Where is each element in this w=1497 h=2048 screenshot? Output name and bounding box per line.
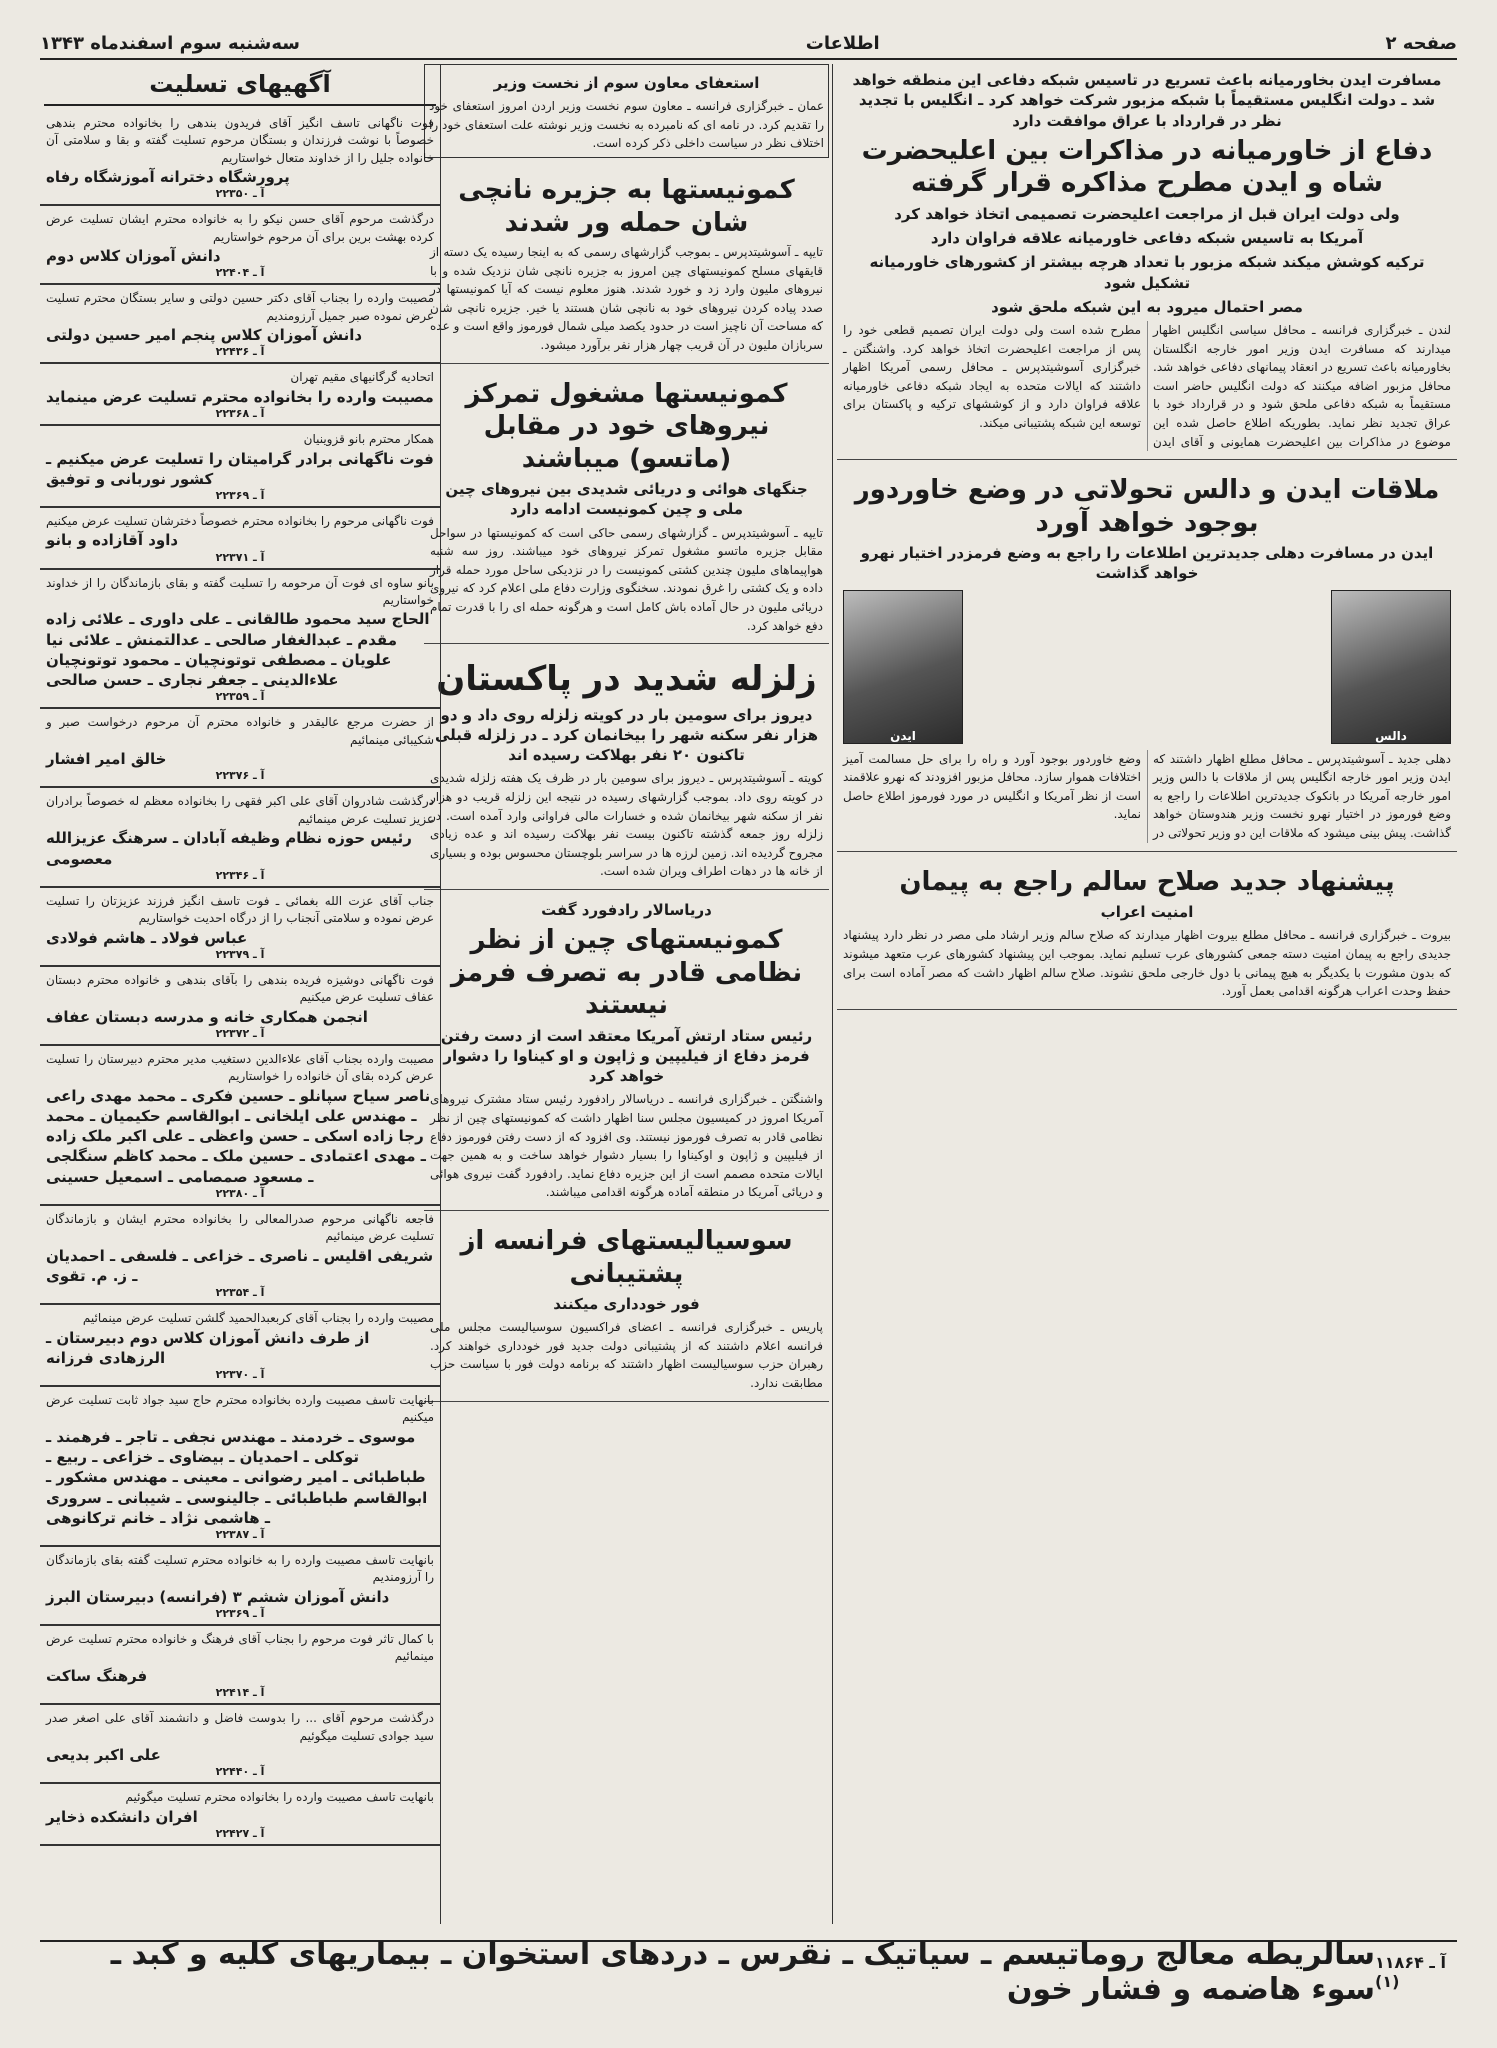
notice-code: آ ـ ۲۲۳۵۴ bbox=[215, 1286, 265, 1300]
notice-code: آ ـ ۲۲۳۶۹ bbox=[215, 1607, 265, 1621]
notice-signature: موسوی ـ خردمند ـ مهندس نجفی ـ تاجر ـ فرهمند ـ توکلی ـ احمدیان ـ بیضاوی ـ خزاعی ـ ربیع ـ طباطبائی ـ امیر رضوانی ـ معینی ـ مهندس مشکور ـ ابوالقاسم طباطبائی ـ جالینوسی ـ شیبانی ـ سروری ـ هاشمی نژاد ـ خانم ترکانوهی bbox=[46, 1427, 428, 1527]
socialists-article bbox=[424, 1215, 829, 1402]
notice-text: درگذشت مرحوم آقای حسن نیکو را به خانواده محترم ایشان تسلیت عرض کرده بهشت برین برای آن مرحوم خواستاریم bbox=[46, 212, 434, 244]
notice-signature: انجمن همکاری خانه و مدرسه دبستان عفاف bbox=[46, 1007, 368, 1026]
condolence-notice bbox=[40, 1046, 440, 1206]
notice-signature: دانش آموزان ششم ۳ (فرانسه) دبیرستان البرز bbox=[46, 1587, 390, 1606]
formosa-body: واشنگتن ـ خبرگزاری فرانسه ـ دریاسالار رادفورد رئیس ستاد مشترک نیروهای آمریکا امروز در کمیسیون مجلس سنا اظهار داشت که کمونیستهای چین از نظر نظامی قادر به تصرف فورموز نیستند. وی افزود که از دست رفتن فورموز دفاع از فیلیپین و ژاپون و اوکیناوا را بسیار دشوار خواهد ساخت و به همین جهت ایالات متحده مصمم است از این جزیره دفاع نماید. رادفورد گفت نیروی هوائی و دریائی آمریکا در منطقه آماده هرگونه اقدامی میباشند. bbox=[430, 1092, 823, 1200]
pact-article bbox=[837, 856, 1457, 1010]
notice-text: درگذشت مرحوم آقای ... را بدوست فاضل و دانشمند آقای علی اصغر صدر سید جوادی تسلیت میگوئیم bbox=[46, 1711, 434, 1743]
condolence-notice bbox=[40, 888, 440, 967]
eden-headline: ملاقات ایدن و دالس تحولاتی در وضع خاوردور بوجود خواهد آورد bbox=[854, 475, 1440, 538]
columns bbox=[40, 64, 1457, 1924]
formosa-sub: رئیس ستاد ارتش آمریکا معتقد است از دست رفتن فرمز دفاع از فیلیپین و ژاپون و او کیناوا را دشوار خواهد کرد bbox=[440, 1026, 813, 1086]
nanchishan-headline: کمونیستها به جزیره نانچی شان حمله ور شدند bbox=[458, 175, 795, 238]
notice-text: جناب آقای عزت الله بغمائی ـ فوت تاسف انگیز فرزند عزیزتان را تسلیت عرض نموده و سلامتی آنجناب را از درگاه احدیت خواستاریم bbox=[46, 893, 434, 926]
notice-signature: شریفی اقلیس ـ ناصری ـ خزاعی ـ فلسفی ـ احمدیان ـ ز. م. تقوی bbox=[46, 1246, 434, 1285]
condolence-notice bbox=[40, 1705, 440, 1784]
notice-signature: فرهنگ ساکت bbox=[46, 1666, 148, 1685]
condolence-notice bbox=[40, 206, 440, 285]
quake-article bbox=[424, 648, 829, 890]
condolence-list bbox=[40, 110, 440, 1846]
pact-body: بیروت ـ خبرگزاری فرانسه ـ محافل مطلع بیروت اظهار میدارند که صلاح سالم وزیر ارشاد ملی مصر در نظر دارد پیشنهاد جدیدی راجع به پیمان امنیت دسته جمعی کشورهای عرب تسلیم نماید. بموجب این پیشنهاد کشورهای عرب متعهد میشوند که بدون مشورت با یکدیگر به هیچ پیمانی با دول خارجی ملحق نشوند. صلاح سالم اظهار داشت که مصر آماده است برای حفظ وحدت اعراب هرگونه اقدامی بعمل آورد. bbox=[843, 928, 1451, 999]
notice-text: بانو ساوه ای فوت آن مرحومه را تسلیت گفته و بقای بازماندگان را از خداوند خواستاریم bbox=[46, 575, 434, 608]
notice-code: آ ـ ۲۲۴۴۰ bbox=[215, 1765, 265, 1779]
lead-headline: دفاع از خاورمیانه در مذاکرات بین اعلیحضرت شاه و ایدن مطرح مذاکره قرار گرفته bbox=[861, 135, 1433, 199]
notice-signature: از طرف دانش آموزان کلاس دوم دبیرستان ـ الرزهادی فرزانه bbox=[46, 1328, 370, 1367]
pact-sub: امنیت اعراب bbox=[1100, 903, 1194, 922]
notice-text: اتحادیه گرگانیهای مقیم تهران bbox=[290, 370, 434, 385]
notice-text: فوت ناگهانی مرحوم را بخانواده محترم خصوصاً دخترشان تسلیت عرض میکنیم bbox=[46, 514, 434, 529]
masthead-bar bbox=[40, 28, 1457, 60]
notice-code: آ ـ ۲۲۴۱۴ bbox=[215, 1686, 265, 1700]
condolence-notice bbox=[40, 967, 440, 1046]
formosa-headline: کمونیستهای چین از نظر نظامی قادر به تصرف فرمز نیستند bbox=[450, 925, 803, 1021]
eden-photos bbox=[843, 590, 1451, 744]
matsu-body: تایپه ـ آسوشیتدپرس ـ گزارشهای رسمی حاکی است که کمونیستها در سواحل مقابل جزیره ماتسو مشغول تمرکز نیروهای خود میباشند. روز سه شنبه هواپیماهای ملیون چندین کشتی کمونیست را در نزدیکی ساحل مورد حمله قرار داده و یک کشتی را غرق نمودند. سخنگوی وزارت دفاع ملی اعلام کرد که نیروی دریائی ملیون در حال آماده باش کامل است و هرگونه حمله ای را با قدرت تمام دفع خواهد کرد. bbox=[430, 525, 823, 633]
notice-text: مصیبت وارده را بجناب آقای دکتر حسین دولتی و سایر بستگان محترم تسلیت عرض نموده صبر جمیل آرزومندیم bbox=[46, 291, 434, 323]
formosa-kicker: دریاسالار رادفورد گفت bbox=[541, 900, 712, 919]
condolence-column bbox=[40, 64, 441, 1924]
notice-signature: دانش آموزان کلاس پنجم امیر حسین دولتی bbox=[46, 326, 363, 345]
condolence-notice bbox=[40, 1784, 440, 1846]
ad-reference: آ ـ ۱۱۸۶۴ (۱) bbox=[1375, 1953, 1446, 1991]
socialists-headline: سوسیالیستهای فرانسه از پشتیبانی bbox=[460, 1226, 793, 1289]
lead-sub-2: آمریکا به تاسیس شبکه دفاعی خاورمیانه علاقه فراوان دارد bbox=[930, 229, 1364, 247]
right-column bbox=[837, 64, 1457, 1924]
quake-sub: دیروز برای سومین بار در کویته زلزله روی داد و دو هزار نفر سکنه شهر را بیخانمان کرد ـ در زلزله قبلی تاکنون ۲۰ نفر بهلاکت رسیده اند bbox=[434, 705, 819, 765]
notice-code: آ ـ ۲۲۳۷۹ bbox=[215, 947, 265, 961]
condolence-notice bbox=[40, 1547, 440, 1626]
condolence-notice bbox=[40, 364, 440, 426]
lead-body: لندن ـ خبرگزاری فرانسه ـ محافل سیاسی انگلیس اظهار میدارند که مسافرت ایدن وزیر امور خارجه انگلستان بخاورمیانه باعث تسریع در انعقاد پیمانهای دفاعی خواهد شد. محافل مزبور اضافه میکنند که دولت انگلیس حاضر است مستقیماً به شبکه دفاعی ملحق شود و در قرارداد خود با عراق تجدید نظر نماید. بطوریکه اطلاع حاصل شده این موضوع در مذاکرات بین اعلیحضرت همایونی و آقای ایدن مطرح شده است ولی دولت ایران تصمیم قطعی خود را پس از مراجعت اعلیحضرت اتخاذ خواهد کرد. واشنگتن ـ خبرگزاری آسوشیتدپرس ـ محافل رسمی آمریکا اظهار داشتند که ایالات متحده به ایجاد شبکه دفاعی خاورمیانه علاقه فراوان دارد و از کوششهای ترکیه و پاکستان برای توسعه این شبکه پشتیبانی میکند. bbox=[843, 323, 1451, 449]
socialists-body: پاریس ـ خبرگزاری فرانسه ـ اعضای فراکسیون سوسیالیست مجلس ملی فرانسه اعلام داشتند که از پشتیبانی دولت جدید فور خودداری خواهند کرد. رهبران حزب سوسیالیست اظهار داشتند که برنامه دولت فور با سیاست حزب مطابقت ندارد. bbox=[430, 1320, 823, 1391]
condolence-notice bbox=[40, 426, 440, 508]
notice-signature: مصیبت وارده را بخانواده محترم تسلیت عرض مینماید bbox=[46, 387, 434, 406]
notice-code: آ ـ ۲۲۴۰۴ bbox=[215, 266, 265, 280]
portrait-photo-right: دالس bbox=[1331, 590, 1451, 744]
quake-body: کویته ـ آسوشیتدپرس ـ دیروز برای سومین بار در ظرف یک هفته زلزله شدیدی در کویته روی داد. بموجب گزارشهای رسیده در نتیجه این زلزله قریب دو هزار نفر از سکنه شهر بیخانمان شده و خسارات مالی فراوانی وارد آمده است. در زلزله روز جمعه گذشته تاکنون بیست نفر بهلاکت رسیده اند و عده زیادی مجروح گردیده اند. زمین لرزه ها در سراسر بلوچستان محسوس بوده و بسیاری از خانه ها در دهات اطراف ویران شده است. bbox=[430, 771, 823, 879]
condolence-notice bbox=[40, 1305, 440, 1387]
notice-signature: داود آقازاده و بانو bbox=[46, 531, 179, 550]
notice-signature: رئیس حوزه نظام وظیفه آبادان ـ سرهنگ عزیزالله معصومی bbox=[46, 829, 412, 868]
notice-code: آ ـ ۲۲۴۲۷ bbox=[215, 1826, 265, 1840]
notice-text: از حضرت مرجع عالیقدر و خانواده محترم آن مرحوم درخواست صبر و شکیبائی مینمائیم bbox=[46, 715, 434, 747]
notice-signature: علی اکبر بدیعی bbox=[46, 1745, 161, 1764]
notice-signature: الحاج سید محمود طالقانی ـ علی داوری ـ علائی زاده مقدم ـ عبدالغفار صالحی ـ عدالتمنش ـ علائی نیا علویان ـ مصطفی توتونچیان ـ محمود توتونچیان علاءالدینی ـ جعفر نجاری ـ حسن صالحی bbox=[46, 610, 430, 690]
issue-date: سه‌شنبه سوم اسفندماه ۱۳۴۳ bbox=[40, 32, 300, 54]
condolence-notice bbox=[40, 110, 440, 206]
notice-signature: پرورشگاه دخترانه آموزشگاه رفاه bbox=[46, 168, 290, 187]
quake-headline: زلزله شدید در پاکستان bbox=[436, 659, 817, 700]
notice-code: آ ـ ۲۲۴۳۶ bbox=[215, 345, 265, 359]
notice-code: آ ـ ۲۲۳۷۱ bbox=[215, 550, 265, 564]
notice-text: مصیبت وارده بجناب آقای علاءالدین دستغیب مدیر محترم دبیرستان را تسلیت عرض کرده بقای آن خانواده را خواستاریم bbox=[46, 1051, 434, 1084]
lead-article bbox=[837, 64, 1457, 460]
notice-code: آ ـ ۲۲۳۷۲ bbox=[215, 1026, 265, 1040]
notice-text: همکار محترم بانو قزوینیان bbox=[303, 432, 434, 447]
condolence-notice bbox=[40, 788, 440, 887]
notice-signature: خالق امیر افشار bbox=[46, 750, 167, 769]
resignation-title: استعفای معاون سوم از نخست وزیر bbox=[493, 74, 760, 92]
lead-kicker: مسافرت ایدن بخاورمیانه باعث تسریع در تاسیس شبکه دفاعی این منطقه خواهد شد ـ دولت انگلیس مستقیماً با شبکه مزبور شرکت خواهد کرد ـ انگلیس با تجدید نظر در قرارداد با عراق موافقت دارد bbox=[852, 71, 1442, 130]
notice-text: فوت ناگهانی تاسف انگیز آقای فریدون بندهی را بخانواده محترم بندهی خصوصاً با نوشت فرزندان و بستگان مرحوم تسلیت گفته و بقا و سلامتی آن خانواده جلیل را از خداوند متعال خواستاریم bbox=[46, 116, 434, 165]
matsu-sub: جنگهای هوائی و دریائی شدیدی بین نیروهای چین ملی و چین کمونیست ادامه دارد bbox=[445, 480, 808, 519]
notice-signature: ناصر سیاح سپانلو ـ حسین فکری ـ محمد مهدی راعی ـ مهندس علی ایلخانی ـ ابوالقاسم حکیمیان ـ محمد رجا زاده اسکی ـ حسن واعظی ـ علی اکبر ملک زاده ـ مهدی اعتمادی ـ حسین ملک ـ محمد کاظم سنگلجی ـ مسعود صمصامی ـ اسمعیل حسینی bbox=[46, 1086, 431, 1186]
eden-sub: ایدن در مسافرت دهلی جدیدترین اطلاعات را راجع به وضع فرمزدر اختیار نهرو خواهد گذاشت bbox=[860, 544, 1434, 583]
pact-headline: پیشنهاد جدید صلاح سالم راجع به پیمان bbox=[899, 866, 1395, 897]
footer-ad-strip bbox=[40, 1937, 1457, 2007]
notice-text: فوت ناگهانی دوشیزه فریده بندهی را بآقای بندهی و خانواده محترم دبستان عفاف تسلیت عرض میکنیم bbox=[46, 972, 434, 1005]
socialists-sub: فور خودداری میکنند bbox=[553, 1295, 700, 1314]
nanchishan-article bbox=[424, 164, 829, 364]
middle-column bbox=[424, 64, 829, 1924]
notice-text: بانهایت تاسف مصیبت وارده را بخانواده محترم تسلیت میگوئیم bbox=[125, 1790, 434, 1805]
notice-code: آ ـ ۲۲۳۶۸ bbox=[215, 407, 265, 421]
notice-signature: افران دانشکده ذخایر bbox=[46, 1807, 198, 1826]
condolence-notice bbox=[40, 508, 440, 570]
notice-text: بانهایت تاسف مصیبت وارده بخانواده محترم حاج سید جواد ثابت تسلیت عرض میکنیم bbox=[46, 1393, 434, 1425]
condolence-notice bbox=[40, 1206, 440, 1305]
notice-code: آ ـ ۲۲۳۷۶ bbox=[215, 769, 265, 783]
condolence-notice bbox=[40, 1387, 440, 1547]
lead-sub-3: ترکیه کوشش میکند شبکه مزبور با تعداد هرچه بیشتر از کشورهای خاورمیانه تشکیل شود bbox=[869, 253, 1425, 292]
resignation-box bbox=[424, 64, 829, 158]
notice-code: آ ـ ۲۲۳۶۹ bbox=[215, 489, 265, 503]
notice-code: آ ـ ۲۲۳۵۰ bbox=[215, 187, 265, 201]
condolence-notice bbox=[40, 709, 440, 788]
notice-text: درگذشت شادروان آقای علی اکبر فقهی را بخانواده معظم له خصوصاً برادران عزیز تسلیت عرض مینمائیم bbox=[46, 794, 434, 826]
notice-signature: عباس فولاد ـ هاشم فولادی bbox=[46, 928, 248, 947]
condolence-notice bbox=[40, 570, 440, 710]
notice-signature: فوت ناگهانی برادر گرامیتان را تسلیت عرض میکنیم ـ کشور نوربانی و توفیق bbox=[46, 449, 434, 488]
nanchishan-body: تایپه ـ آسوشیتدپرس ـ بموجب گزارشهای رسمی که به اینجا رسیده یک دسته از قایقهای مسلح کمونیستهای چین امروز به جزیره نانچی شان نزدیک شده و با نیروهای ملیون وارد زد و خورد شدند. هنوز معلوم نیست که آیا کمونیستها در صدد پیاده کردن نیروهای خود به نانچی شان هستند یا خیر. جزیره نانچی شان که مساحت آن ناچیز است در حدود یکصد میلی شمال فورموز واقع است و عده سربازان ملیون در آن قریب چهار هزار نفر برآورد میشود. bbox=[430, 245, 823, 352]
notice-code: آ ـ ۲۲۳۴۶ bbox=[215, 868, 265, 882]
resignation-body: عمان ـ خبرگزاری فرانسه ـ معاون سوم نخست وزیر اردن امروز استعفای خود را تقدیم کرد. در نامه ای که نامبرده به نخست وزیر نوشته علت استعفای خود را اختلاف نظر در سیاست داخلی ذکر کرده است. bbox=[429, 99, 824, 151]
notice-text: فاجعه ناگهانی مرحوم صدرالمعالی را بخانواده محترم ایشان و بازماندگان تسلیت عرض مینمائیم bbox=[46, 1211, 434, 1244]
eden-body: دهلی جدید ـ آسوشیتدپرس ـ محافل مطلع اظهار داشتند که ایدن وزیر امور خارجه انگلیس پس از ملاقات با دالس وزیر امور خارجه آمریکا در بانکوک جدیدترین اطلاعات را راجع به وضع فورموز در اختیار نهرو نخست وزیر هندوستان خواهد گذاشت. پیش بینی میشود که ملاقات این دو وزیر تحولاتی در وضع خاوردور بوجود آورد و راه را برای حل مسالمت آمیز اختلافات هموار سازد. محافل مزبور افزودند که نهرو علاقمند است از نظر آمریکا و انگلیس در مورد فورموز اطلاع حاصل نماید. bbox=[843, 751, 1451, 841]
portrait-photo-left: ایدن bbox=[843, 590, 963, 744]
eden-article bbox=[837, 464, 1457, 851]
notice-code: آ ـ ۲۲۳۸۰ bbox=[215, 1186, 265, 1200]
notice-text: بانهایت تاسف مصیبت وارده را به خانواده محترم تسلیت گفته بقای بازماندگان را آرزومندیم bbox=[46, 1553, 434, 1585]
paper-name: اطلاعات bbox=[805, 32, 880, 54]
condolence-notice bbox=[40, 285, 440, 364]
notice-signature: دانش آموزان کلاس دوم bbox=[46, 247, 221, 266]
page-number: صفحه ۲ bbox=[1385, 32, 1457, 54]
condolence-notice bbox=[40, 1626, 440, 1705]
matsu-headline: کمونیستها مشغول تمرکز نیروهای خود در مقابل (ماتسو) میباشند bbox=[465, 378, 788, 474]
column-divider bbox=[832, 64, 833, 1924]
notice-text: با کمال تاثر فوت مرحوم را بجناب آقای فرهنگ و خانواده محترم تسلیت عرض مینمائیم bbox=[46, 1632, 434, 1664]
notice-code: آ ـ ۲۲۳۸۷ bbox=[215, 1528, 265, 1542]
lead-sub-1: ولی دولت ایران قبل از مراجعت اعلیحضرت تصمیمی اتخاذ خواهد کرد bbox=[894, 204, 1400, 223]
lead-sub-4: مصر احتمال میرود به این شبکه ملحق شود bbox=[991, 297, 1303, 316]
condolence-heading: آگهیهای تسلیت bbox=[44, 64, 436, 106]
notice-text: مصیبت وارده را بجناب آقای کربعبدالحمید گلشن تسلیت عرض مینمائیم bbox=[82, 1311, 434, 1326]
formosa-article bbox=[424, 894, 829, 1211]
matsu-article bbox=[424, 368, 829, 645]
footer-ad: سالریطه معالج روماتیسم ـ سیاتیک ـ نقرس ـ دردهای استخوان ـ بیماریهای کلیه و کبد ـ سوء هاضمه و فشار خون bbox=[110, 1937, 1376, 2007]
notice-code: آ ـ ۲۲۳۷۰ bbox=[215, 1368, 265, 1382]
notice-code: آ ـ ۲۲۳۵۹ bbox=[215, 690, 265, 704]
